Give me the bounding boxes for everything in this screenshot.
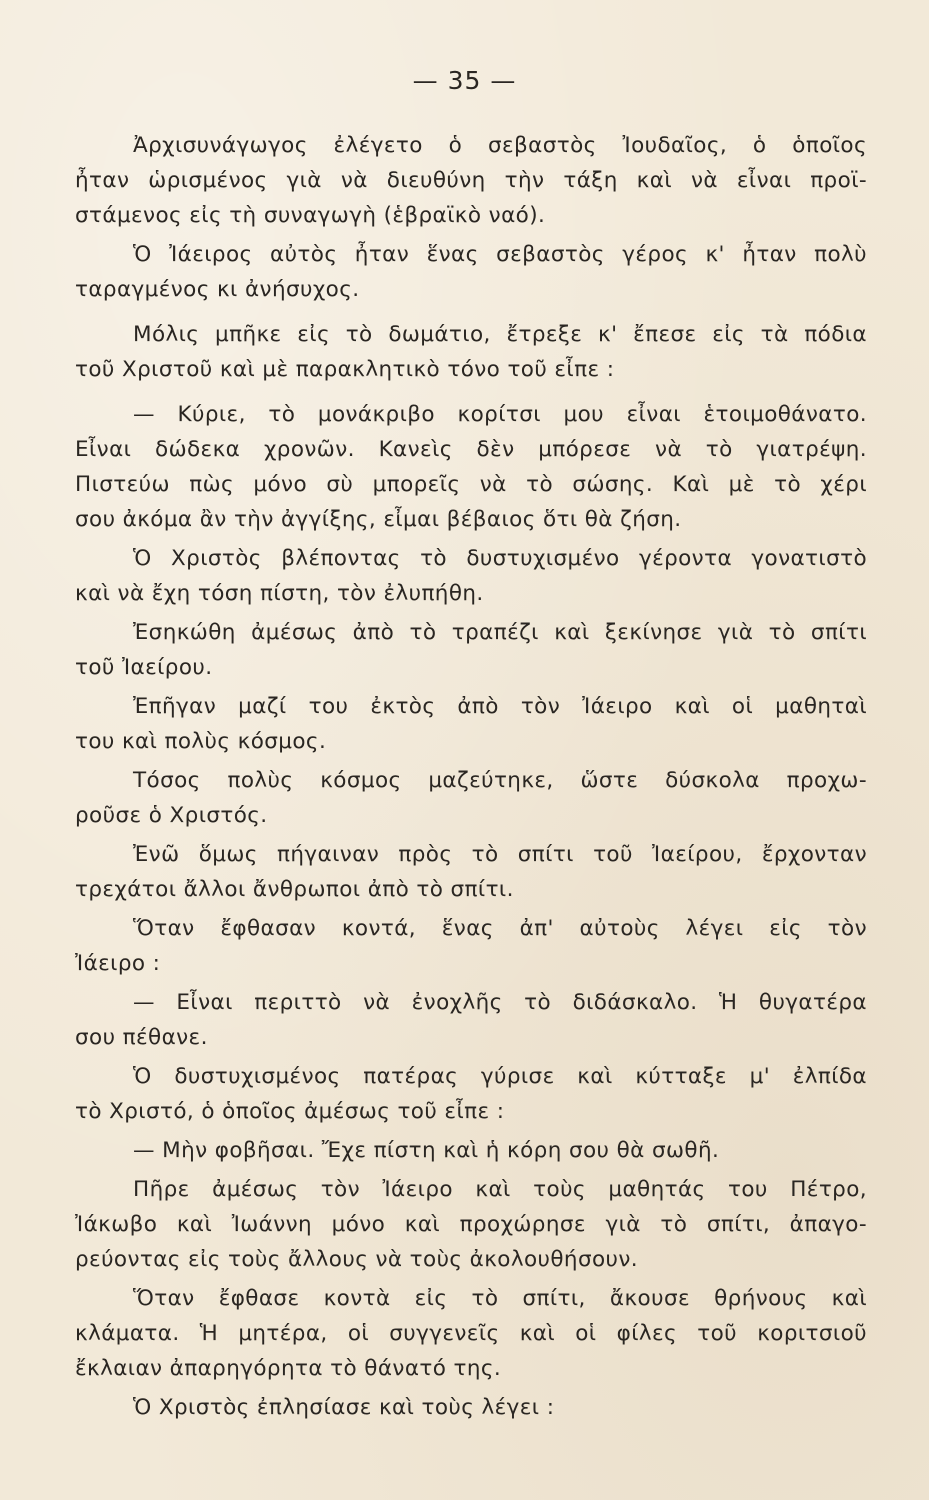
text-line: κλάματα. Ἡ μητέρα, οἱ συγγενεῖς καὶ οἱ φίλες τοῦ κοριτσιοῦ [75, 1321, 867, 1346]
text-line: — Εἶναι περιττὸ νὰ ἐνοχλῆς τὸ διδάσκαλο. Ἡ θυγατέρα [133, 990, 867, 1015]
paragraph [75, 1390, 867, 1425]
text-line: Ὅταν ἔφθασαν κοντά, ἕνας ἀπ' αὐτοὺς λέγει εἰς τὸν [133, 916, 867, 941]
paragraph [75, 911, 867, 981]
paragraph [75, 1133, 867, 1168]
text-line: Ὁ Χριστὸς ἐπλησίασε καὶ τοὺς λέγει : [133, 1395, 555, 1420]
text-line: ροῦσε ὁ Χριστός. [75, 803, 268, 828]
text-line: στάμενος εἰς τὴ συναγωγὴ (ἑβραϊκὸ ναό). [75, 203, 546, 228]
paragraph [75, 689, 867, 759]
paragraph [75, 237, 867, 307]
text-line: Ὅταν ἔφθασε κοντὰ εἰς τὸ σπίτι, ἄκουσε θρήνους καὶ [133, 1286, 867, 1311]
paragraph [75, 837, 867, 907]
text-line: σου ἀκόμα ἂν τὴν ἀγγίξης, εἶμαι βέβαιος ὅτι θὰ ζήση. [75, 507, 682, 532]
text-line: Ὁ Ἰάειρος αὐτὸς ἦταν ἕνας σεβαστὸς γέρος κ' ἦταν πολὺ [133, 242, 867, 267]
paragraph [75, 1172, 867, 1277]
text-line: τρεχάτοι ἄλλοι ἄνθρωποι ἀπὸ τὸ σπίτι. [75, 877, 514, 902]
text-line: Ὁ δυστυχισμένος πατέρας γύρισε καὶ κύτταξε μ' ἐλπίδα [133, 1064, 867, 1089]
text-line: τοῦ Ἰαείρου. [75, 655, 213, 680]
text-line: Ἐπῆγαν μαζί του ἐκτὸς ἀπὸ τὸν Ἰάειρο καὶ οἱ μαθηταὶ [133, 694, 867, 719]
text-line: ρεύοντας εἰς τοὺς ἄλλους νὰ τοὺς ἀκολουθήσουν. [75, 1247, 639, 1272]
text-line: — Μὴν φοβῆσαι. Ἔχε πίστη καὶ ἡ κόρη σου θὰ σωθῆ. [133, 1138, 720, 1163]
paragraph [75, 1059, 867, 1129]
text-line: Πῆρε ἀμέσως τὸν Ἰάειρο καὶ τοὺς μαθητάς του Πέτρο, [133, 1177, 867, 1202]
paragraph [75, 615, 867, 685]
page-number: — 35 — [412, 66, 517, 95]
text-line: — Κύριε, τὸ μονάκριβο κορίτσι μου εἶναι ἑτοιμοθάνατο. [133, 402, 867, 427]
text-line: σου πέθανε. [75, 1025, 208, 1050]
paragraph [75, 1281, 867, 1386]
text-line: τοῦ Χριστοῦ καὶ μὲ παρακλητικὸ τόνο τοῦ εἶπε : [75, 357, 615, 382]
text-line: Πιστεύω πὼς μόνο σὺ μπορεῖς νὰ τὸ σώσης. Καὶ μὲ τὸ χέρι [75, 472, 867, 497]
text-line: τὸ Χριστό, ὁ ὁποῖος ἀμέσως τοῦ εἶπε : [75, 1099, 505, 1124]
paragraph [75, 985, 867, 1055]
text-line: του καὶ πολὺς κόσμος. [75, 729, 327, 754]
text-line: Ἰάειρο : [75, 951, 161, 976]
text-line: Εἶναι δώδεκα χρονῶν. Κανεὶς δὲν μπόρεσε νὰ τὸ γιατρέψη. [75, 437, 867, 462]
text-line: Ὁ Χριστὸς βλέποντας τὸ δυστυχισμένο γέροντα γονατιστὸ [133, 546, 867, 571]
paragraph [75, 763, 867, 833]
paragraph [75, 541, 867, 611]
text-line: Ἀρχισυνάγωγος ἐλέγετο ὁ σεβαστὸς Ἰουδαῖος, ὁ ὁποῖος [133, 133, 867, 158]
paragraph [75, 397, 867, 537]
paragraph [75, 317, 867, 387]
paragraph [75, 128, 867, 233]
text-line: Ἐνῶ ὅμως πήγαιναν πρὸς τὸ σπίτι τοῦ Ἰαείρου, ἔρχονταν [133, 842, 867, 867]
text-line: Ἐσηκώθη ἀμέσως ἀπὸ τὸ τραπέζι καὶ ξεκίνησε γιὰ τὸ σπίτι [133, 620, 867, 645]
text-line: ἦταν ὡρισμένος γιὰ νὰ διευθύνη τὴν τάξη καὶ νὰ εἶναι προϊ- [75, 168, 867, 193]
text-line: ἔκλαιαν ἀπαρηγόρητα τὸ θάνατό της. [75, 1356, 502, 1381]
body-text [75, 128, 867, 1425]
text-line: Ἰάκωβο καὶ Ἰωάννη μόνο καὶ προχώρησε γιὰ τὸ σπίτι, ἀπαγο- [75, 1212, 867, 1237]
text-line: καὶ νὰ ἔχη τόση πίστη, τὸν ἐλυπήθη. [75, 581, 484, 606]
text-line: ταραγμένος κι ἀνήσυχος. [75, 277, 360, 302]
text-line: Μόλις μπῆκε εἰς τὸ δωμάτιο, ἔτρεξε κ' ἔπεσε εἰς τὰ πόδια [133, 322, 867, 347]
text-line: Τόσος πολὺς κόσμος μαζεύτηκε, ὥστε δύσκολα προχω- [133, 768, 867, 793]
